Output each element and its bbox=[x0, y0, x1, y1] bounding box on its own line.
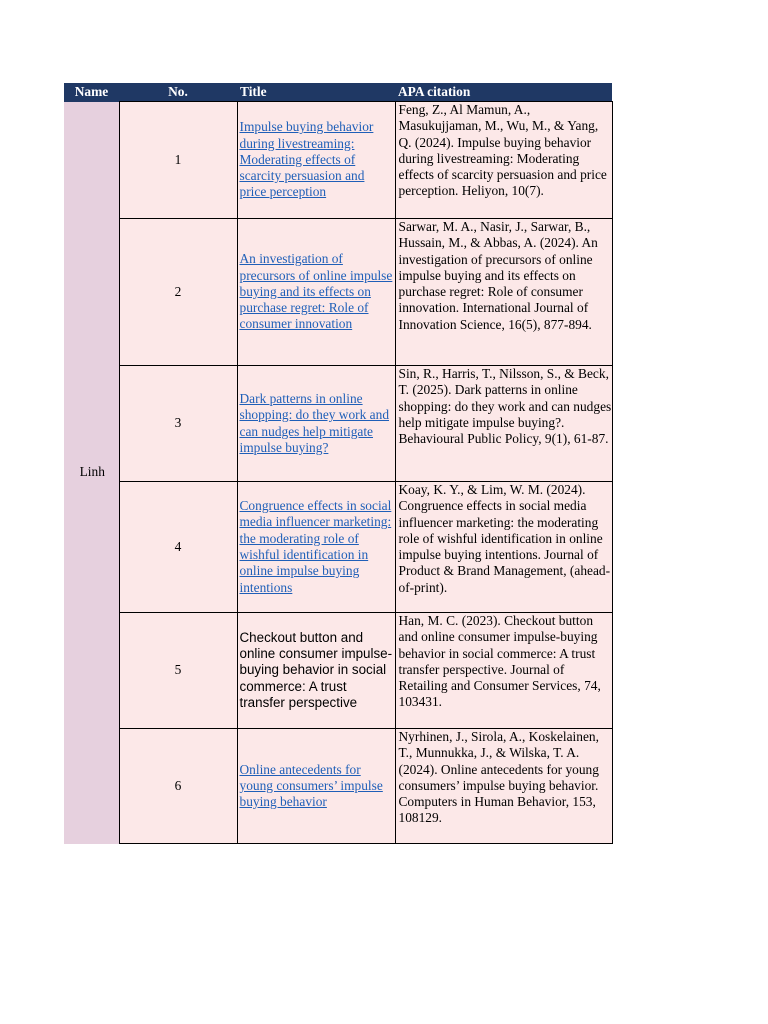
row-number: 2 bbox=[119, 219, 237, 366]
table-row bbox=[64, 366, 612, 482]
header-no: No. bbox=[119, 83, 237, 102]
title-text: Checkout button and online consumer impulse-buying behavior in social commerce: A trust transfer perspective bbox=[239, 629, 393, 710]
row-title[interactable] bbox=[237, 482, 395, 613]
header-row bbox=[64, 83, 612, 102]
table-row bbox=[64, 482, 612, 613]
title-link[interactable]: An investigation of precursors of online impulse buying and its effects on purchase regret: Role of consumer innovation bbox=[239, 251, 393, 332]
row-title bbox=[237, 613, 395, 729]
apa-citation: Sin, R., Harris, T., Nilsson, S., & Beck, T. (2025). Dark patterns in online shopping: do they work and can nudges help mitigate impulse buying?. Behavioural Public Policy, 9(1), 61-87. bbox=[395, 366, 612, 482]
table-row bbox=[64, 729, 612, 844]
table-row bbox=[64, 219, 612, 366]
title-link[interactable]: Congruence effects in social media influencer marketing: the moderating role of wishful identification in online impulse buying intentions bbox=[239, 498, 392, 595]
references-table bbox=[64, 83, 613, 844]
row-number: 6 bbox=[119, 729, 237, 844]
apa-citation: Sarwar, M. A., Nasir, J., Sarwar, B., Hussain, M., & Abbas, A. (2024). An investigation of precursors of online impulse buying and its effects on purchase regret: Role of consumer innovation. International Journal of Innovation Science, 16(5), 877-894. bbox=[395, 219, 612, 366]
apa-citation: Nyrhinen, J., Sirola, A., Koskelainen, T., Munnukka, J., & Wilska, T. A. (2024). Online antecedents for young consumers’ impulse buying behavior. Computers in Human Behavior, 153, 108129. bbox=[395, 729, 612, 844]
row-number: 4 bbox=[119, 482, 237, 613]
table-row bbox=[64, 102, 612, 219]
row-title[interactable] bbox=[237, 729, 395, 844]
apa-citation: Feng, Z., Al Mamun, A., Masukujjaman, M., Wu, M., & Yang, Q. (2024). Impulse buying behavior during livestreaming: Moderating effects of scarcity persuasion and price perception. Heliyon, 10(7). bbox=[395, 102, 612, 219]
row-number: 3 bbox=[119, 366, 237, 482]
name-cell: Linh bbox=[64, 102, 119, 844]
title-link[interactable]: Online antecedents for young consumers’ impulse buying behavior bbox=[239, 761, 383, 810]
title-link[interactable]: Impulse buying behavior during livestreaming: Moderating effects of scarcity persuasion and price perception bbox=[239, 119, 374, 200]
apa-citation: Koay, K. Y., & Lim, W. M. (2024). Congruence effects in social media influencer marketing: the moderating role of wishful identification in online impulse buying intentions. Journal of Product & Brand Management, (ahead-of-print). bbox=[395, 482, 612, 613]
row-number: 5 bbox=[119, 613, 237, 729]
header-apa-citation: APA citation bbox=[395, 83, 612, 102]
title-link[interactable]: Dark patterns in online shopping: do they work and can nudges help mitigate impulse buying? bbox=[239, 390, 390, 455]
header-title: Title bbox=[237, 83, 395, 102]
apa-citation: Han, M. C. (2023). Checkout button and online consumer impulse-buying behavior in social commerce: A trust transfer perspective. Journal of Retailing and Consumer Services, 74, 103431. bbox=[395, 613, 612, 729]
row-title[interactable] bbox=[237, 219, 395, 366]
header-name: Name bbox=[64, 83, 119, 102]
row-number: 1 bbox=[119, 102, 237, 219]
row-title[interactable] bbox=[237, 366, 395, 482]
table-row bbox=[64, 613, 612, 729]
row-title[interactable] bbox=[237, 102, 395, 219]
